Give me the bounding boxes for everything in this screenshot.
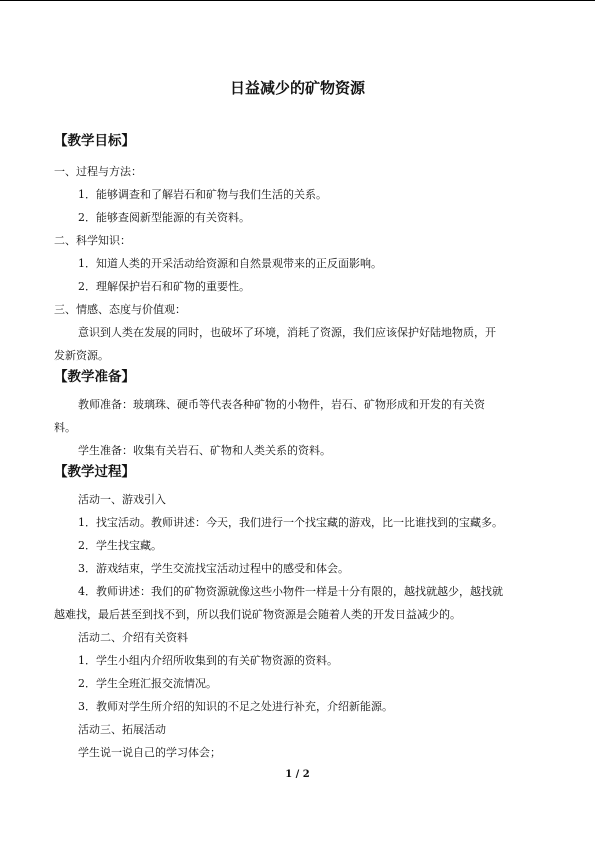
top-rule — [0, 0, 595, 1]
process-line: 活动二、介绍有关资料 — [78, 631, 188, 644]
process-line: 活动一、游戏引入 — [78, 493, 166, 506]
goals-line: 发新资源。 — [54, 349, 109, 362]
goals-line: 2．理解保护岩石和矿物的重要性。 — [78, 280, 250, 293]
preparation-line: 料。 — [54, 421, 76, 434]
process-line: 2．学生找宝藏。 — [78, 539, 162, 552]
goals-line: 三、情感、态度与价值观： — [54, 303, 186, 316]
preparation-line: 教师准备：玻璃珠、硬币等代表各种矿物的小物件，岩石、矿物形成和开发的有关资 — [78, 398, 485, 411]
process-line: 3．游戏结束，学生交流找宝活动过程中的感受和体会。 — [78, 562, 349, 575]
goals-line: 1．知道人类的开采活动给资源和自然景观带来的正反面影响。 — [78, 257, 382, 270]
process-line: 活动三、拓展活动 — [78, 723, 166, 736]
document-title: 日益减少的矿物资源 — [229, 79, 365, 97]
process-line: 1．学生小组内介绍所收集到的有关矿物资源的资料。 — [78, 654, 338, 667]
goals-line: 意识到人类在发展的同时，也破坏了环境，消耗了资源，我们应该保护好陆地物质，开 — [78, 326, 496, 339]
process-line: 4．教师讲述：我们的矿物资源就像这些小物件一样是十分有限的，越找就越少，越找就 — [78, 585, 503, 598]
process-line: 2．学生全班汇报交流情况。 — [78, 677, 217, 690]
goals-line: 一、过程与方法： — [54, 165, 142, 178]
page-number: 1 / 2 — [285, 769, 310, 780]
goals-line: 2．能够查阅新型能源的有关资料。 — [78, 211, 250, 224]
process-line: 学生说一说自己的学习体会； — [78, 746, 221, 759]
process-line: 越难找，最后甚至到找不到，所以我们说矿物资源是会随着人类的开发日益减少的。 — [54, 608, 461, 621]
goals-line: 二、科学知识： — [54, 234, 131, 247]
section-heading-goals: 【教学目标】 — [54, 133, 135, 149]
goals-line: 1．能够调查和了解岩石和矿物与我们生活的关系。 — [78, 188, 327, 201]
preparation-line: 学生准备：收集有关岩石、矿物和人类关系的资料。 — [78, 444, 331, 457]
process-line: 3．教师对学生所介绍的知识的不足之处进行补充，介绍新能源。 — [78, 700, 393, 713]
process-line: 1．找宝活动。教师讲述：今天，我们进行一个找宝藏的游戏，比一比谁找到的宝藏多。 — [78, 516, 503, 529]
section-heading-preparation: 【教学准备】 — [54, 369, 135, 385]
section-heading-process: 【教学过程】 — [54, 464, 135, 480]
